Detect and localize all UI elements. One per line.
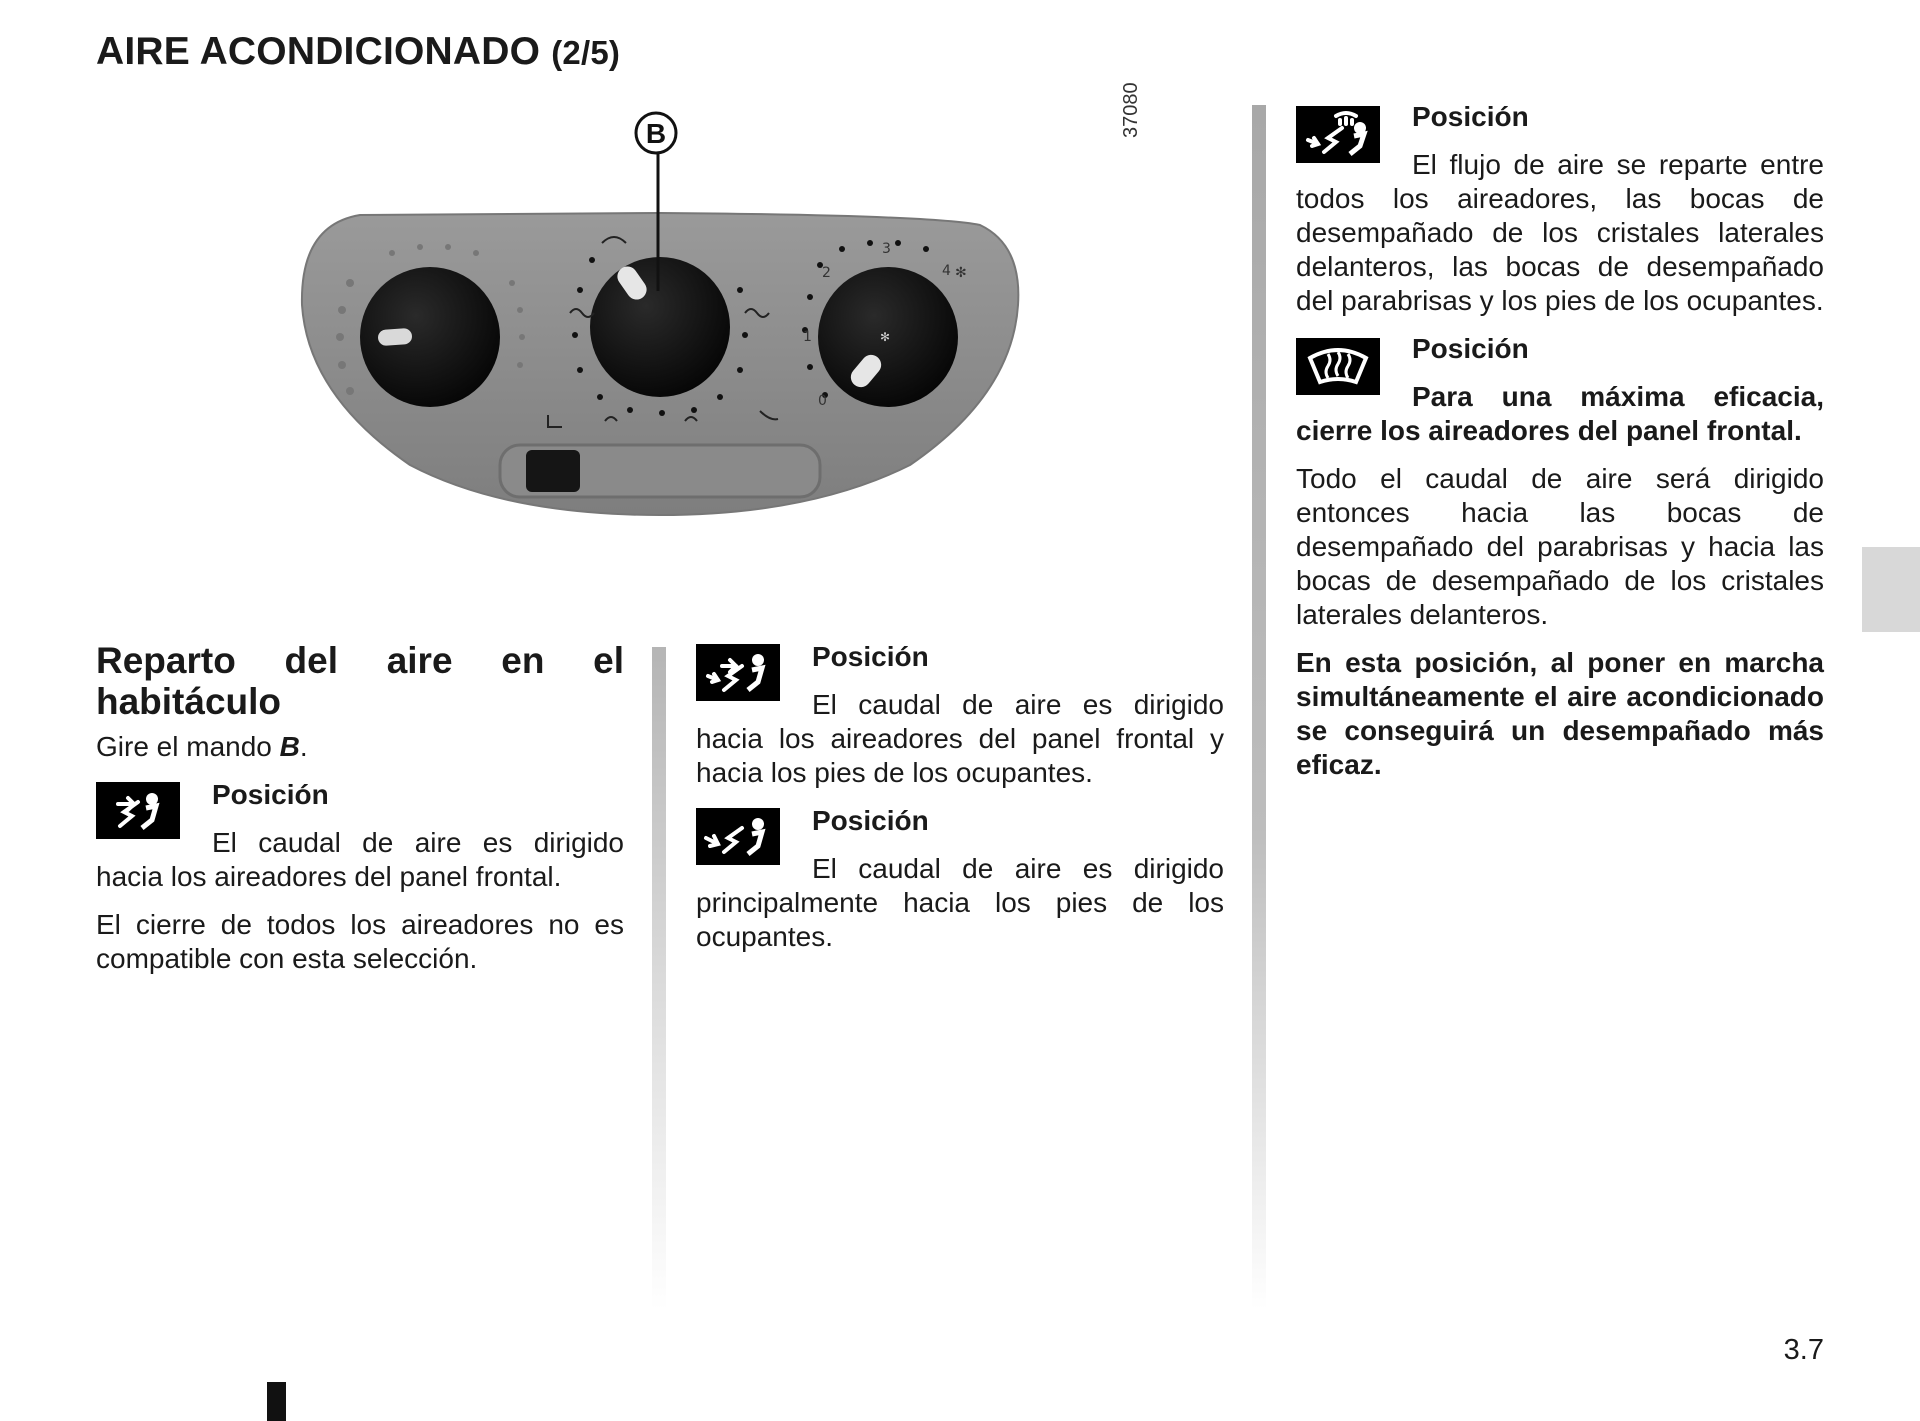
distribution-knob <box>590 257 730 397</box>
svg-text:2: 2 <box>822 265 831 281</box>
chapter-tab <box>1862 547 1920 632</box>
position-label: Posición <box>812 641 929 672</box>
position-text: El flujo de aire se reparte entre todos los aireadores, las bocas de desempañado de los cristales laterales delanteros, las bocas de desempañado del parabrisas y los pies de los ocupantes. <box>1296 149 1824 316</box>
note-text: El cierre de todos los aireadores no es compatible con esta selección. <box>96 909 624 974</box>
feet-vent-icon <box>696 808 780 865</box>
intro-key: B <box>279 731 300 762</box>
column-2 <box>696 640 1224 968</box>
position-label: Posición <box>1412 101 1529 132</box>
position-label: Posición <box>812 805 929 836</box>
position-label: Posición <box>1412 333 1529 364</box>
position-face-vent <box>96 778 624 894</box>
position-feet <box>696 804 1224 954</box>
all-vents-icon <box>1296 106 1380 163</box>
recirculation-slider-handle <box>526 450 580 492</box>
column-divider-left <box>652 647 666 1310</box>
position-face-and-feet <box>696 640 1224 790</box>
svg-text:✻: ✻ <box>880 330 891 344</box>
intro-after: . <box>299 731 308 762</box>
svg-text:✻: ✻ <box>955 265 967 281</box>
control-panel-illustration <box>290 105 1050 535</box>
position-bold-text: Para una máxima eficacia, cierre los aireadores del panel frontal. <box>1296 381 1824 446</box>
callout-letter: B <box>645 118 667 149</box>
column-divider-right <box>1252 105 1266 1310</box>
column-1 <box>96 640 624 976</box>
page-part-indicator: (2/5) <box>551 34 621 71</box>
page-number: 3.7 <box>1783 1334 1824 1366</box>
position-text: El caudal de aire es dirigido hacia los aireadores del panel frontal. <box>96 827 624 892</box>
svg-text:4: 4 <box>942 263 951 279</box>
svg-text:3: 3 <box>882 241 891 257</box>
windscreen-defrost-icon <box>1296 338 1380 395</box>
defrost-paragraph: Todo el caudal de aire será dirigido entonces hacia las bocas de desempañado del parabrisas y hacia las bocas de desempañado de los cristales laterales delanteros. <box>1296 463 1824 630</box>
section-heading: Reparto del aire en el habitáculo <box>96 640 624 722</box>
page-title <box>96 30 620 74</box>
face-and-feet-vent-icon <box>696 644 780 701</box>
position-defrost <box>1296 332 1824 448</box>
column-3 <box>1296 100 1824 782</box>
control-panel-figure <box>290 105 1050 535</box>
figure-code: 37080 <box>1120 82 1142 138</box>
svg-text:0: 0 <box>818 393 827 409</box>
position-label: Posición <box>212 779 329 810</box>
svg-text:1: 1 <box>803 329 812 345</box>
crop-mark <box>267 1382 286 1421</box>
intro-before: Gire el mando <box>96 731 280 762</box>
page-title-text: AIRE ACONDICIONADO <box>96 30 541 73</box>
position-text: El caudal de aire es dirigido principalmente hacia los pies de los ocupantes. <box>696 853 1224 952</box>
position-all-vents <box>1296 100 1824 318</box>
face-vent-icon <box>96 782 180 839</box>
position-text: El caudal de aire es dirigido hacia los aireadores del panel frontal y hacia los pies de los ocupantes. <box>696 689 1224 788</box>
intro-text <box>96 730 624 764</box>
defrost-bold-paragraph: En esta posición, al poner en marcha simultáneamente el aire acondicionado se conseguirá un desempañado más eficaz. <box>1296 647 1824 780</box>
